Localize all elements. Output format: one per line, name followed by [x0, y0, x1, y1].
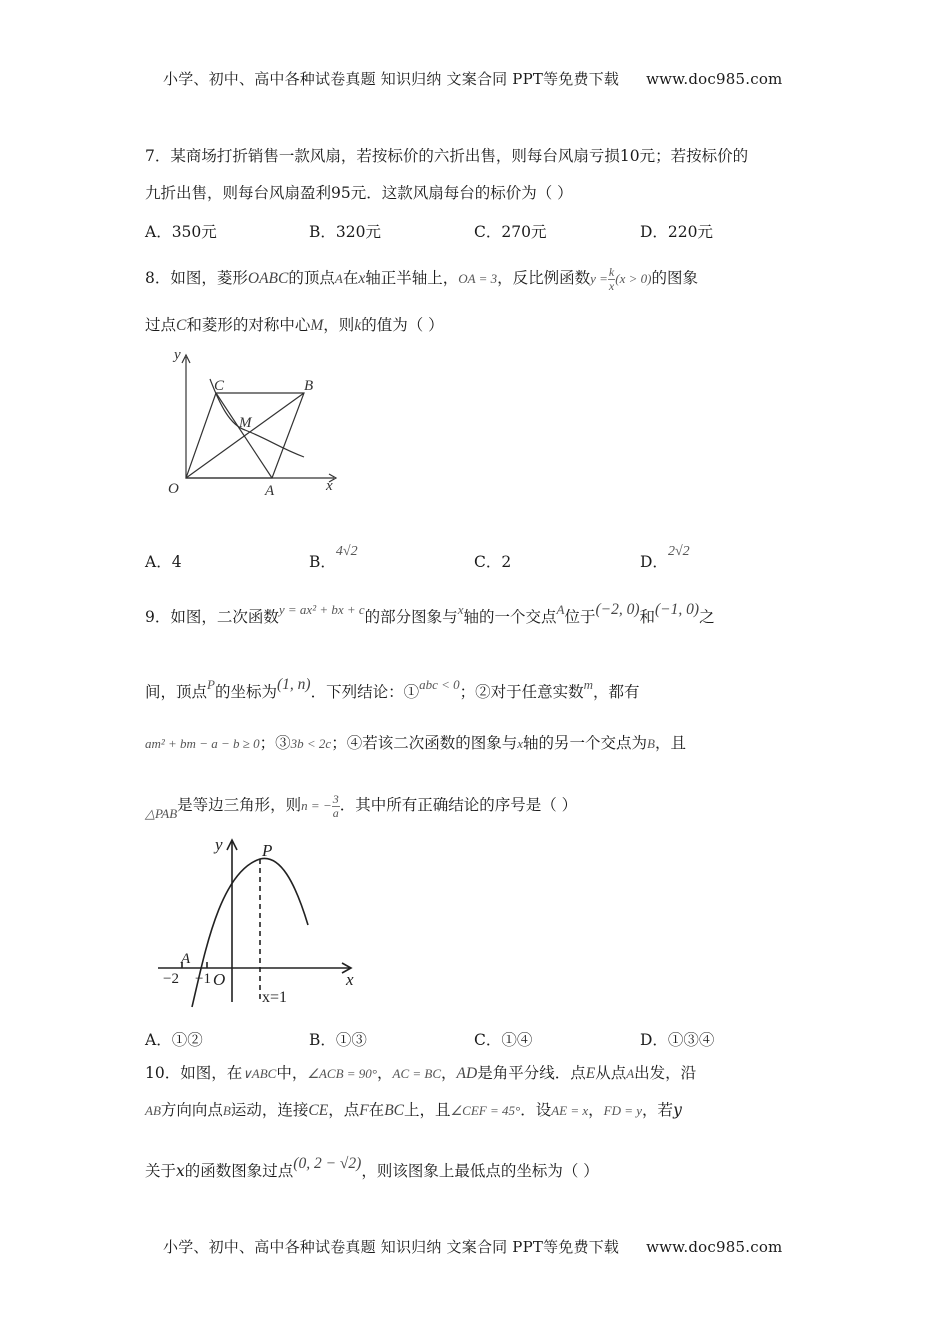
svg-text:A: A: [181, 951, 191, 967]
q10-line-3: 关于x的函数图象过点(0, 2 − √2)，则该图象上最低点的坐标为（ ）: [145, 1155, 599, 1180]
header-text: 小学、初中、高中各种试卷真题 知识归纳 文案合同 PPT等免费下载: [163, 70, 620, 88]
q10-line-1: 10．如图，在∨ABC中，∠ACB = 90°，AC = BC，AD是角平分线．点E从点A出发，沿: [145, 1064, 697, 1082]
q9-line-4: $_{\triangle PAB}$是等边三角形，则n = − $\frac{3}{a}$ ．其中所有正确结论的序号是（ ）: [145, 792, 578, 822]
q9-fraction: $\frac{3}{a}$: [332, 792, 339, 820]
q9-option-c: C．①④: [474, 1031, 533, 1049]
svg-text:x: x: [326, 478, 333, 494]
svg-text:P: P: [262, 841, 273, 860]
q7-option-d: D．220元: [640, 223, 714, 241]
svg-text:O: O: [213, 970, 226, 989]
svg-text:B: B: [304, 378, 314, 394]
svg-text:−1: −1: [195, 971, 211, 987]
q8-option-c: C．2: [474, 553, 512, 571]
q9-option-b: B．①③: [309, 1031, 367, 1049]
q7-option-a: A．350元: [145, 223, 217, 241]
page-footer: [163, 1238, 782, 1256]
svg-text:x=1: x=1: [262, 989, 288, 1006]
svg-text:y: y: [174, 347, 181, 363]
q8-line-2: 过点C和菱形的对称中心M，则k的值为（ ）: [145, 316, 444, 334]
q9-parabola-figure: [150, 832, 370, 1012]
q9-line-2: 间，顶点$^P$的坐标为(1, n)．下列结论：①$^{abc < 0}$；②对于任意实数$^m$，都有: [145, 676, 640, 701]
svg-text:C: C: [214, 378, 225, 394]
q8-line-1: 8．如图，菱形OABC的顶点A在x轴正半轴上，OA = 3，反比例函数y = $\frac{k}{x}$ (x > 0)的图象: [145, 265, 698, 293]
q8-option-a: A．4: [145, 553, 182, 571]
footer-site-link[interactable]: www.doc985.com: [646, 1238, 783, 1256]
q9-option-d: D．①③④: [640, 1031, 715, 1049]
svg-text:M: M: [239, 415, 252, 431]
footer-text: 小学、初中、高中各种试卷真题 知识归纳 文案合同 PPT等免费下载: [163, 1238, 620, 1256]
q9-option-a: A．①②: [145, 1031, 203, 1049]
svg-text:A: A: [265, 483, 275, 499]
svg-text:O: O: [168, 481, 179, 497]
q7-line-1: 7．某商场打折销售一款风扇，若按标价的六折出售，则每台风扇亏损10元；若按标价的: [145, 147, 749, 165]
q7-option-b: B．320元: [309, 223, 381, 241]
svg-text:−2: −2: [163, 971, 179, 987]
q8-fraction: $\frac{k}{x}$: [608, 265, 615, 293]
svg-text:x: x: [346, 970, 354, 989]
q7-option-c: C．270元: [474, 223, 547, 241]
svg-text:y: y: [215, 835, 223, 854]
q8-rhombus-figure: [150, 345, 350, 505]
q10-line-2: AB方向向点B运动，连接CE，点F在BC上，且∠CEF = 45°．设AE = x，FD = y，若y: [145, 1101, 682, 1119]
q8-option-b: B．4√2: [309, 544, 358, 571]
q7-line-2: 九折出售，则每台风扇盈利95元．这款风扇每台的标价为（ ）: [145, 184, 573, 202]
page-header: [163, 70, 782, 88]
q9-line-1: 9．如图，二次函数$^{y = ax^2 + bx + c}$的部分图象与$^x$轴的一个交点$^A$位于(−2, 0)和(−1, 0)之: [145, 601, 715, 626]
header-site-link[interactable]: www.doc985.com: [646, 70, 783, 88]
q9-line-3: am² + bm − a − b ≥ 0；③3b < 2c；④若该二次函数的图象与x轴的另一个交点为B，且: [145, 734, 686, 752]
q8-option-d: D．2√2: [640, 544, 690, 571]
